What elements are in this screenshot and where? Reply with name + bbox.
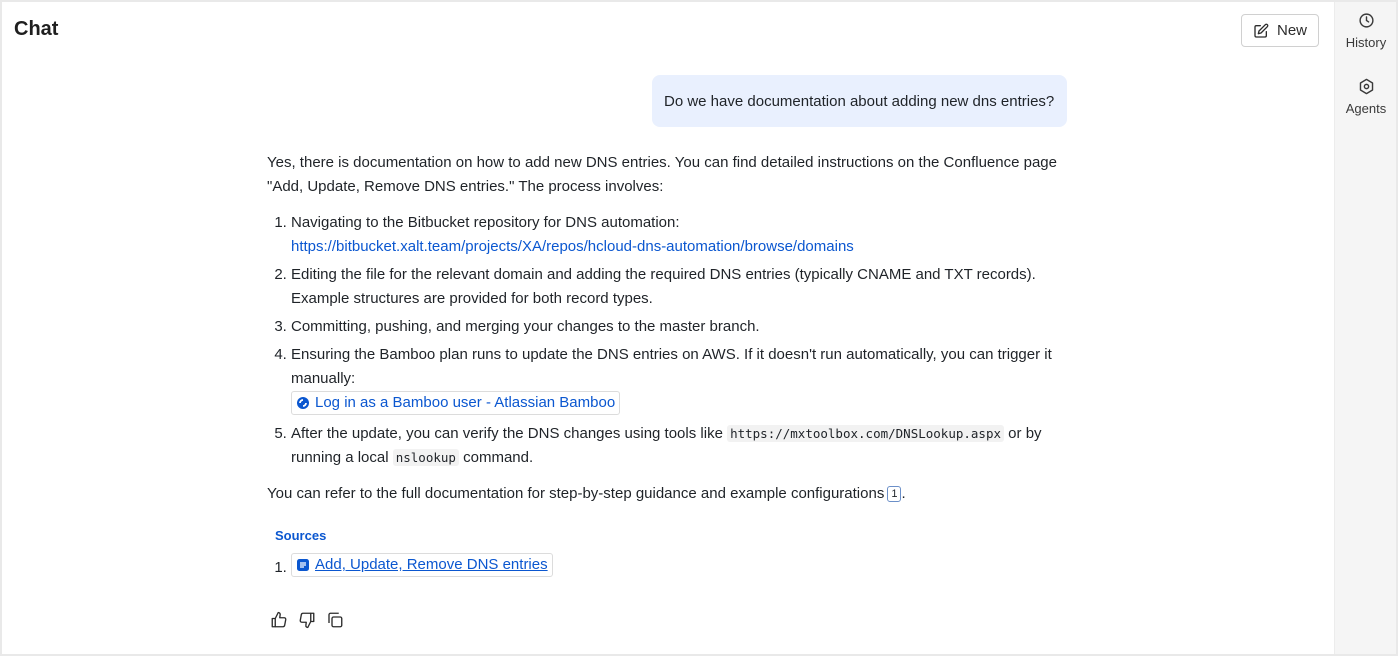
step5-text-post: command. (458, 449, 534, 466)
right-sidebar (1334, 2, 1396, 654)
step3-text: Committing, pushing, and merging your changes to the master branch. (291, 318, 760, 335)
bamboo-icon (296, 396, 310, 410)
step1-text: Navigating to the Bitbucket repository for DNS automation: (291, 214, 680, 231)
list-item (291, 422, 1067, 470)
list-item (291, 343, 1067, 418)
answer-closing (267, 482, 1067, 506)
step5-text-mid: or by running a local (291, 425, 1042, 466)
step4-text: Ensuring the Bamboo plan runs to update the DNS entries on AWS. If it doesn't run automatically, you can trigger it manually: (291, 346, 1052, 387)
list-item (291, 315, 1067, 339)
thumbs-down-icon (298, 611, 316, 629)
list-item (291, 553, 553, 580)
bamboo-link-label: Log in as a Bamboo user - Atlassian Bamboo (315, 394, 616, 411)
step5-text-pre: After the update, you can verify the DNS changes using tools like (291, 425, 728, 442)
citation-badge[interactable]: 1 (887, 486, 901, 502)
chat-window (2, 2, 1396, 654)
thumbs-up-icon (270, 611, 288, 629)
edit-icon (1253, 23, 1269, 39)
user-message-text: Do we have documentation about adding new dns entries? (664, 92, 1055, 110)
thumbs-up-button[interactable] (270, 611, 288, 629)
source-title: 1. Add, Update, Remove DNS entries (315, 556, 548, 573)
message-actions (270, 611, 344, 629)
closing-period: . (901, 485, 906, 502)
user-message-bubble (652, 75, 1067, 127)
agents-button[interactable] (1335, 78, 1397, 116)
sources-heading: Sources (275, 528, 327, 543)
mxtoolbox-code: https://mxtoolbox.com/DNSLookup.aspx (727, 425, 1004, 442)
bamboo-link-chip[interactable] (291, 391, 620, 415)
confluence-page-icon (296, 558, 310, 572)
history-label: History (1345, 35, 1387, 50)
clock-icon (1358, 12, 1375, 29)
answer-intro: Yes, there is documentation on how to add new DNS entries. You can find detailed instructions on the Confluence page "Add, Update, Remove DNS entries." The process involves: (267, 154, 1057, 195)
source-link-dns[interactable] (291, 553, 553, 577)
agents-label: Agents (1345, 101, 1387, 116)
assistant-answer (267, 151, 1067, 506)
step2-text: Editing the file for the relevant domain and adding the required DNS entries (typically CNAME and TXT records). Example structures are provided for both record types. (291, 266, 1036, 307)
closing-text: You can refer to the full documentation for step-by-step guidance and example configurations (267, 485, 885, 502)
bitbucket-link[interactable]: https://bitbucket.xalt.team/projects/XA/repos/hcloud-dns-automation/browse/domains (291, 238, 854, 255)
nslookup-code: nslookup (393, 449, 459, 466)
new-chat-button[interactable] (1241, 14, 1319, 47)
history-button[interactable] (1335, 12, 1397, 50)
thumbs-down-button[interactable] (298, 611, 316, 629)
agents-hexagon-icon (1358, 78, 1375, 95)
chat-main (2, 2, 1334, 654)
list-item (291, 263, 1067, 311)
copy-icon (326, 611, 344, 629)
page-title: Chat (14, 18, 59, 40)
copy-button[interactable] (326, 611, 344, 629)
list-item (291, 211, 1067, 259)
steps-list (267, 211, 1067, 470)
new-button-label: New (1276, 22, 1307, 39)
sources-list (267, 553, 553, 580)
